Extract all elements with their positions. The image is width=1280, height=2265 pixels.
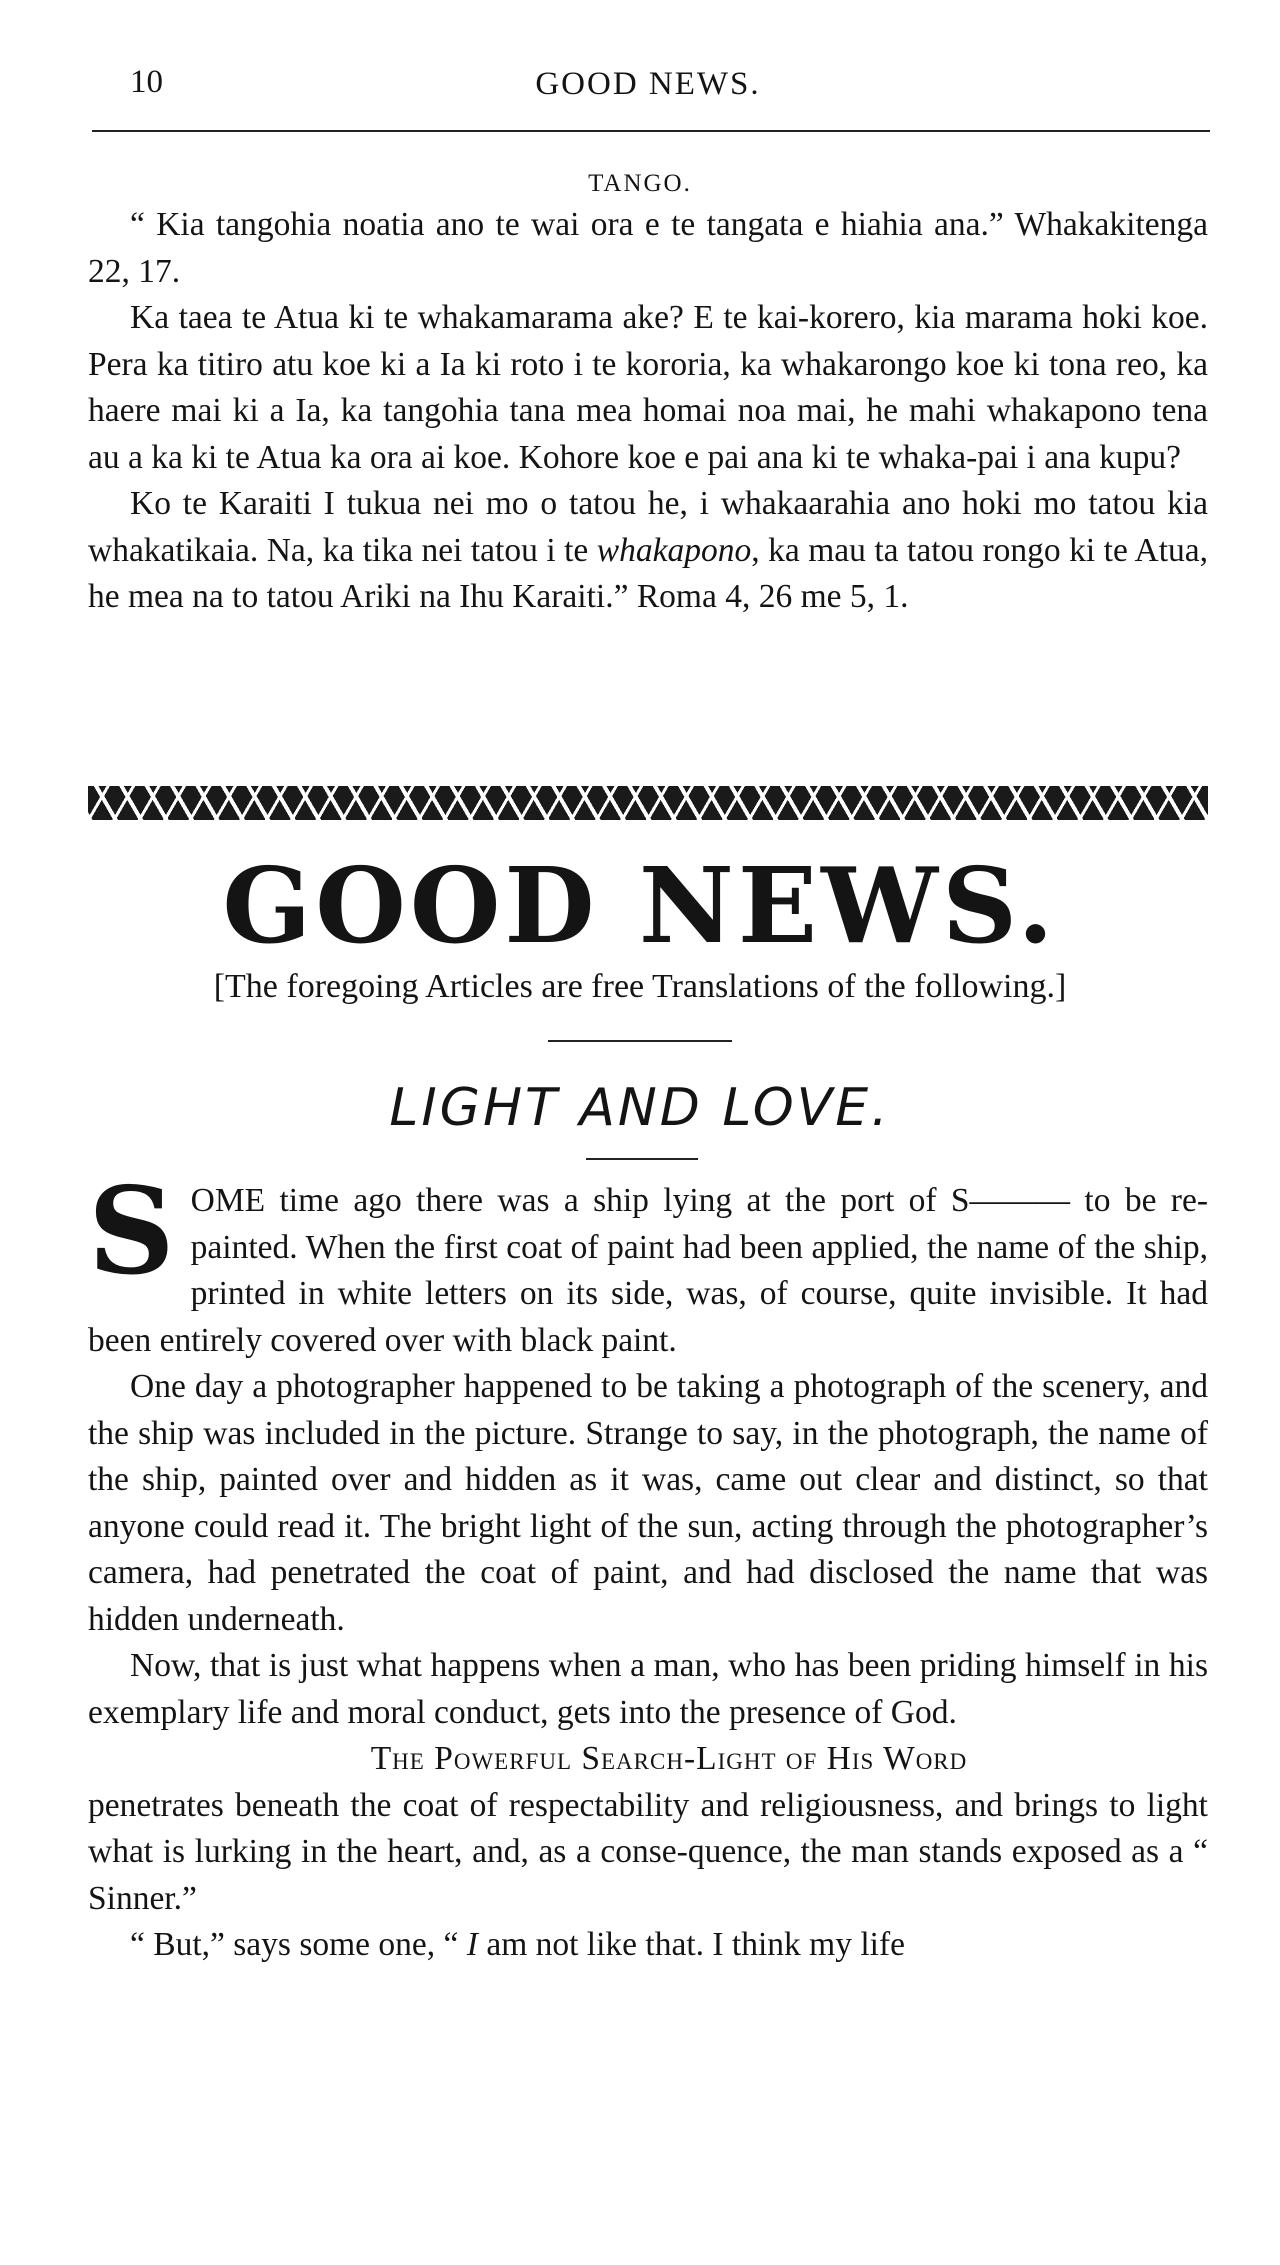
- paragraph-text: OME time ago there was a ship lying at the port of S——— to be re-painted. When the first coat of paint had been applied, the name of the ship, printed in white letters on its side, was, of course, quite invisible. It had been entirely covered over with black paint.: [88, 1182, 1208, 1359]
- paragraph-text: am not like that. I think my life: [477, 1926, 905, 1963]
- article-title: LIGHT AND LOVE.: [389, 1078, 891, 1138]
- divider-rule: [548, 1040, 732, 1042]
- maori-paragraph-1: “ Kia tangohia noatia ano te wai ora e te tangata e hiahia ana.” Whakakitenga 22, 17.: [88, 206, 1208, 290]
- maori-paragraph-2: Ka taea te Atua ki te whakamarama ake? E te kai-korero, kia marama hoki koe. Pera ka titiro atu koe ki a Ia ki roto i te kororia, ka whakarongo koe ki tona reo, ka haere mai ki a Ia, ka tangohia tana mea homai noa mai, he mahi whakapono tena au a ka ki te Atua ka ora ai koe. Kohore koe e pai ana ki te whaka-pai i ana kupu?: [88, 299, 1208, 476]
- maori-text-block: [88, 202, 1208, 621]
- article-paragraph-1: [88, 1161, 1208, 1364]
- article-paragraph-3: Now, that is just what happens when a man, who has been priding himself in his exemplary life and moral conduct, gets into the presence of God.: [88, 1647, 1208, 1731]
- article-paragraph-4: penetrates beneath the coat of respectability and religiousness, and brings to light what is lurking in the heart, and, as a conse-quence, the man stands exposed as a “ Sinner.”: [88, 1786, 1208, 1917]
- masthead-subtitle: [The foregoing Articles are free Translations of the following.]: [213, 968, 1067, 1005]
- page-number: 10: [130, 64, 163, 100]
- masthead-title: GOOD NEWS.: [222, 844, 1058, 967]
- maori-paragraph-3: [88, 481, 1208, 621]
- italic-word: whakapono: [596, 531, 752, 569]
- header-rule: [92, 130, 1210, 132]
- article-body: [88, 1161, 1208, 1969]
- emphasis-line: The Powerful Search-Light of His Word: [370, 1740, 968, 1777]
- divider-rule: [586, 1158, 698, 1160]
- maori-text: , ka mau ta tatou rongo ki te Atua, he mea na to tatou Ariki na Ihu Karaiti.” Roma 4, 26 me 5, 1.: [88, 531, 1208, 615]
- article-paragraph-2: One day a photographer happened to be taking a photograph of the scenery, and the ship was included in the picture. Strange to say, in the photograph, the name of the ship, painted over and hidden as it was, came out clear and distinct, so that anyone could read it. The bright light of the sun, acting through the photographer’s camera, had penetrated the coat of paint, and had disclosed the name that was hidden underneath.: [88, 1368, 1208, 1638]
- paragraph-text: “ But,” says some one, “: [130, 1926, 467, 1963]
- article-paragraph-5: [88, 1922, 1208, 1969]
- italic-word: I: [466, 1926, 478, 1963]
- drop-cap: S: [88, 1161, 175, 1302]
- running-title: GOOD NEWS.: [535, 66, 761, 102]
- decorative-border: [88, 786, 1208, 820]
- section-heading: TANGO.: [588, 170, 692, 197]
- running-head: [88, 60, 1208, 110]
- maori-text: Ko te Karaiti I tukua nei mo o tatou he, i whakaarahia ano hoki mo tatou kia whakatikaia. Na, ka tika nei tatou i te: [88, 485, 1208, 569]
